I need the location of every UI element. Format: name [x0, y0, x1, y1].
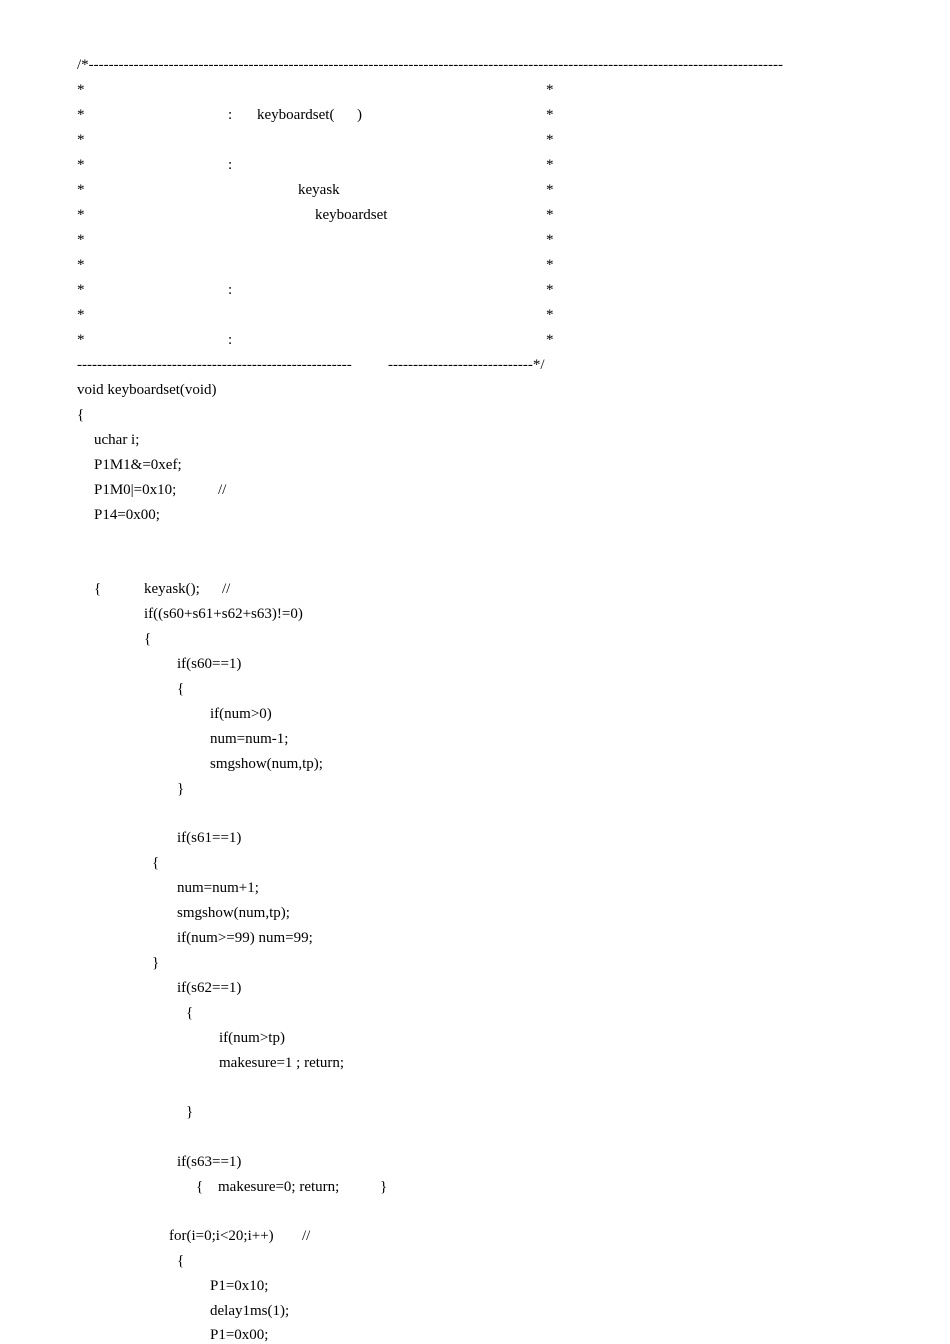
code-line: for(i=0;i<20;i++): [169, 1228, 274, 1244]
comment-star: *: [77, 282, 85, 298]
code-line: }: [380, 1179, 388, 1195]
comment-star: *: [546, 157, 554, 173]
code-line: smgshow(num,tp);: [177, 905, 290, 921]
code-line: if(s61==1): [177, 830, 242, 846]
code-line: smgshow(num,tp);: [210, 756, 323, 772]
code-line: makesure=0; return;: [218, 1179, 340, 1195]
code-line: if(num>=99) num=99;: [177, 930, 313, 946]
comment-star: *: [77, 257, 85, 273]
comment-top-rule: /*-------------------------------------------------------------------------------------------------------------------------------------------: [77, 57, 783, 73]
comment-star: *: [546, 232, 554, 248]
code-line: delay1ms(1);: [210, 1303, 290, 1319]
code-line: {: [196, 1179, 204, 1195]
code-line: if(s63==1): [177, 1154, 242, 1170]
code-line: }: [152, 955, 160, 971]
code-line: P1M1&=0xef;: [94, 457, 182, 473]
code-line: {: [186, 1005, 194, 1021]
code-line: {: [177, 681, 185, 697]
comment-bottom-rule: -------------------------------------------------------: [77, 357, 352, 373]
comment-colon: :: [228, 157, 233, 173]
code-line: P1=0x10;: [210, 1278, 269, 1294]
code-line: num=num+1;: [177, 880, 259, 896]
comment-star: *: [546, 207, 554, 223]
comment-star: *: [77, 307, 85, 323]
comment-bottom-rule: -----------------------------*/: [388, 357, 545, 373]
code-line: if(s60==1): [177, 656, 242, 672]
comment-star: *: [77, 82, 85, 98]
code-line: {: [144, 631, 152, 647]
code-line: {: [77, 407, 85, 423]
comment-star: *: [546, 332, 554, 348]
comment-star: *: [77, 332, 85, 348]
code-line: if(s62==1): [177, 980, 242, 996]
comment-star: *: [546, 257, 554, 273]
code-line: num=num-1;: [210, 731, 289, 747]
code-line: }: [186, 1104, 194, 1120]
code-line: uchar i;: [94, 432, 140, 448]
code-line: if(num>0): [210, 706, 272, 722]
comment-call: keyask: [298, 182, 340, 198]
code-line: }: [177, 781, 185, 797]
comment-colon: :: [228, 332, 233, 348]
comment-star: *: [77, 232, 85, 248]
code-line: if(num>tp): [219, 1030, 285, 1046]
comment-star: *: [77, 182, 85, 198]
comment-star: *: [77, 107, 85, 123]
comment-star: *: [77, 132, 85, 148]
code-comment: //: [222, 581, 231, 597]
code-line: {: [177, 1253, 185, 1269]
code-line: void keyboardset(void): [77, 382, 217, 398]
code-comment: //: [218, 482, 227, 498]
comment-star: *: [546, 282, 554, 298]
comment-star: *: [546, 82, 554, 98]
comment-function-name: keyboardset( ): [257, 107, 362, 123]
comment-star: *: [546, 107, 554, 123]
code-line: keyask();: [144, 581, 200, 597]
code-line: P1=0x00;: [210, 1327, 269, 1343]
comment-star: *: [77, 207, 85, 223]
comment-call: keyboardset: [315, 207, 388, 223]
comment-star: *: [546, 182, 554, 198]
code-line: {: [94, 581, 102, 597]
code-line: P14=0x00;: [94, 507, 160, 523]
code-line: {: [152, 855, 160, 871]
code-line: makesure=1 ; return;: [219, 1055, 345, 1071]
comment-star: *: [77, 157, 85, 173]
code-line: P1M0|=0x10;: [94, 482, 177, 498]
code-line: if((s60+s61+s62+s63)!=0): [144, 606, 303, 622]
comment-star: *: [546, 307, 554, 323]
comment-colon: :: [228, 107, 233, 123]
code-comment: //: [302, 1228, 311, 1244]
comment-star: *: [546, 132, 554, 148]
comment-colon: :: [228, 282, 233, 298]
